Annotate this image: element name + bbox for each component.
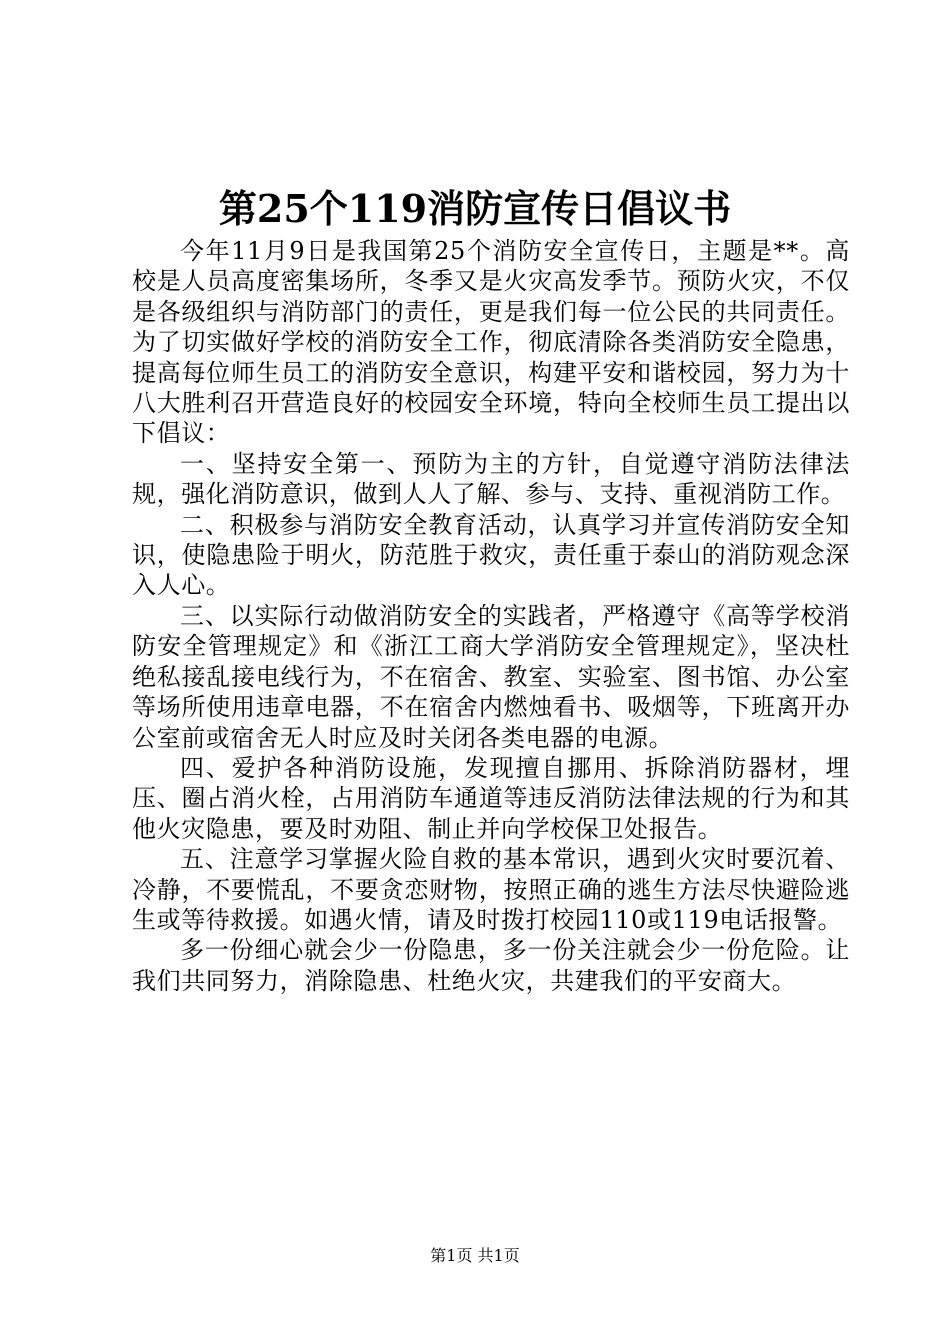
closing-paragraph: 多一份细心就会少一份隐患，多一份关注就会少一份危险。让我们共同努力，消除隐患、杜绝火灾，共建我们的平安商大。 xyxy=(132,936,850,995)
proposal-item-1: 一、坚持安全第一、预防为主的方针，自觉遵守消防法律法规，强化消防意识，做到人人了解、参与、支持、重视消防工作。 xyxy=(132,449,850,509)
proposal-item-4: 四、爱护各种消防设施，发现擅自挪用、拆除消防器材，埋压、圈占消火栓，占用消防车通道等违反消防法律法规的行为和其他火灾隐患，要及时劝阻、制止并向学校保卫处报告。 xyxy=(132,753,850,843)
proposal-item-3: 三、以实际行动做消防安全的实践者，严格遵守《高等学校消防安全管理规定》和《浙江工商大学消防安全管理规定》，坚决杜绝私接乱接电线行为，不在宿舍、教室、实验室、图书馆、办公室等场所使用违章电器，不在宿舍内燃烛看书、吸烟等，下班离开办公室前或宿舍无人时应及时关闭各类电器的电源。 xyxy=(132,601,850,752)
proposal-item-2: 二、积极参与消防安全教育活动，认真学习并宣传消防安全知识，使隐患险于明火，防范胜于救灾，责任重于泰山的消防观念深入人心。 xyxy=(132,510,850,600)
intro-paragraph: 今年11月9日是我国第25个消防安全宣传日，主题是**。高校是人员高度密集场所，冬季又是火灾高发季节。预防火灾，不仅是各级组织与消防部门的责任，更是我们每一位公民的共同责任。为了切实做好学校的消防安全工作，彻底清除各类消防安全隐患，提高每位师生员工的消防安全意识，构建平安和谐校园，努力为十八大胜利召开营造良好的校园安全环境，特向全校师生员工提出以下倡议： xyxy=(132,237,850,448)
document-body xyxy=(132,236,850,996)
page-number-footer: 第1页 共1页 xyxy=(430,1246,520,1265)
page-title: 第25个119消防宣传日倡议书 xyxy=(218,186,732,231)
proposal-item-5: 五、注意学习掌握火险自救的基本常识，遇到火灾时要沉着、冷静，不要慌乱，不要贪恋财物，按照正确的逃生方法尽快避险逃生或等待救援。如遇火情，请及时拨打校园110或119电话报警。 xyxy=(132,845,850,934)
